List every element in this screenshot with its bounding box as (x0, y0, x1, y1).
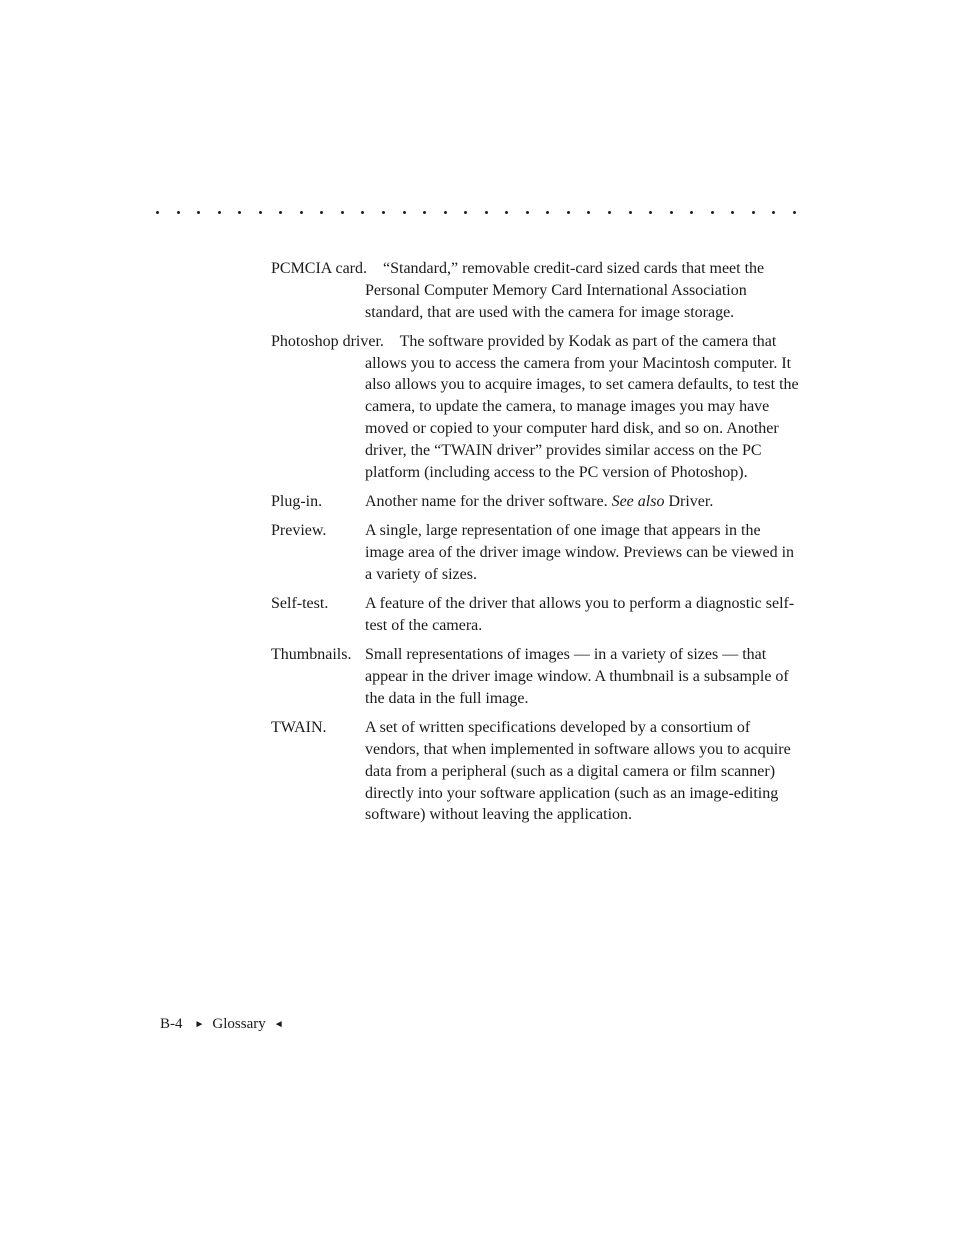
glossary-term: Thumbnails. (271, 646, 352, 664)
dotted-header-rule (156, 200, 796, 224)
glossary-definition: A single, large representation of one image that appears in the image area of the driver image window. Previews can be viewed in a variety of sizes. (365, 522, 795, 583)
glossary-definition (365, 491, 801, 513)
glossary-entry-pcmcia (271, 258, 801, 323)
glossary-entry-preview (271, 520, 801, 585)
glossary-definition: The software provided by Kodak as part of the camera that allows you to access the camera from your Macintosh computer. It also allows you to acquire images, to set camera defaults, to test the camera, to update the camera, to manage images you may have moved or copied to your computer hard disk, and so on. Another driver, the “TWAIN driver” provides similar access on the PC platform (including access to the PC version of Photoshop). (365, 332, 799, 481)
glossary-definition: A set of written specifications developed by a consortium of vendors, that when implemented in software allows you to acquire data from a peripheral (such as a digital camera or film scanner) directly into your software application (such as an image-editing software) without leaving the application. (365, 719, 791, 824)
glossary-definition: “Standard,” removable credit-card sized cards that meet the Personal Computer Memory Card International Association standard, that are used with the camera for image storage. (365, 260, 765, 321)
section-name: Glossary (212, 1016, 266, 1032)
glossary-term: Plug-in. (271, 492, 323, 510)
right-triangle-icon: ► (194, 1019, 205, 1030)
see-also-emphasis: See also (611, 492, 665, 510)
glossary-definition: A feature of the driver that allows you to perform a diagnostic self-test of the camera. (365, 595, 795, 634)
glossary-term: Self-test. (271, 595, 329, 613)
glossary-term: PCMCIA card. (271, 260, 367, 277)
left-triangle-icon: ◄ (273, 1019, 284, 1030)
glossary-entry-thumbnails (271, 644, 801, 709)
glossary-term: Preview. (271, 522, 327, 540)
glossary-definition: Small representations of images — in a variety of sizes — that appear in the driver image window. A thumbnail is a subsample of the data in the full image. (365, 646, 789, 707)
glossary-entry-photoshop-driver (271, 331, 801, 484)
glossary-entry-twain (271, 717, 801, 826)
definition-text: Driver. (668, 492, 714, 510)
definition-text: Another name for the driver software. (365, 492, 608, 510)
glossary-term: TWAIN. (271, 719, 327, 737)
glossary-entry-plug-in (271, 491, 801, 513)
page-footer (160, 1016, 284, 1033)
glossary-entry-self-test (271, 593, 801, 637)
glossary-list (271, 258, 801, 834)
glossary-term: Photoshop driver. (271, 332, 384, 350)
page-number: B-4 (160, 1016, 183, 1032)
